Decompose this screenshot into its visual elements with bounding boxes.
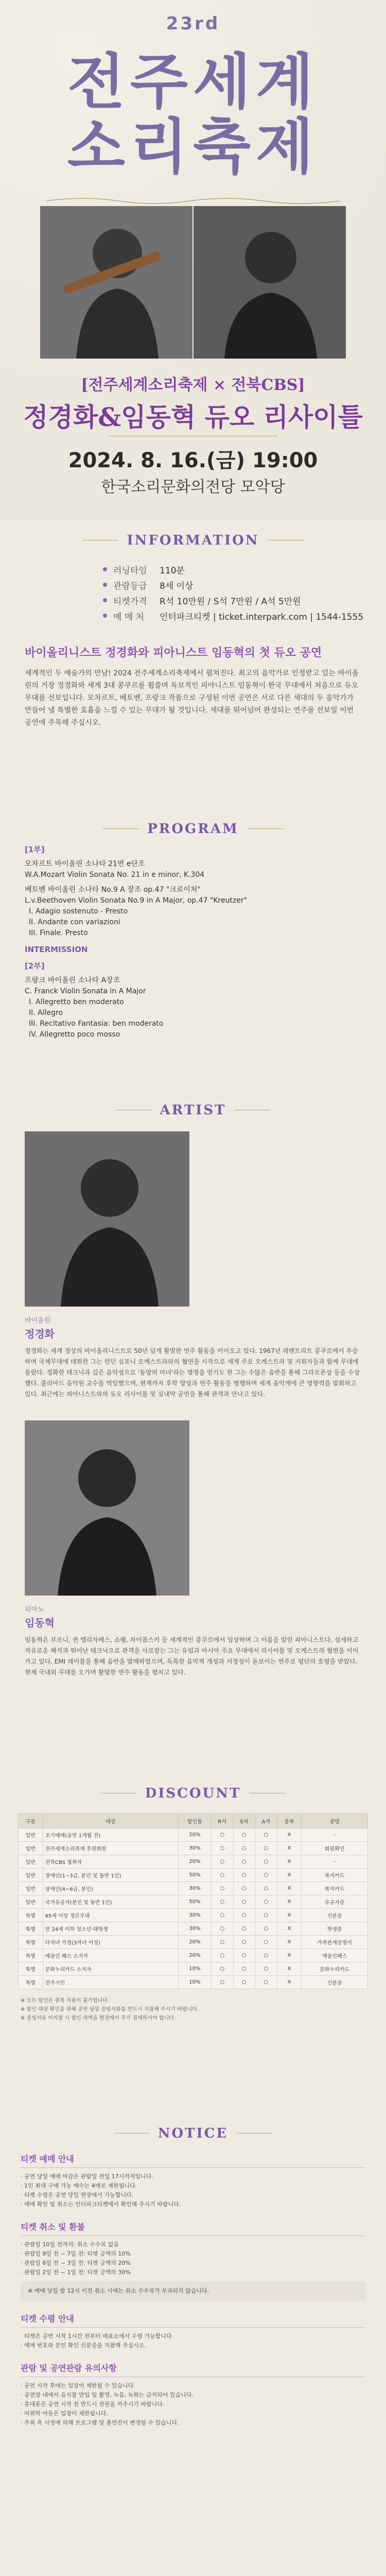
piece-subtitle: W.A.Mozart Violin Sonata No. 21 in e minor, K.304: [25, 871, 205, 879]
decorative-wave: [46, 196, 340, 206]
table-cell: ○: [255, 1909, 277, 1922]
table-cell: 학생증: [302, 1922, 368, 1936]
notice-line: · 티켓은 공연 시작 1시간 전부터 매표소에서 수령 가능합니다.: [21, 2333, 173, 2340]
notice-line: · 공연 당일 예매 마감은 관람일 전일 17시까지입니다.: [21, 2173, 153, 2180]
info-value: R석 10만원 / S석 7만원 / A석 5만원: [160, 596, 301, 607]
table-cell: 특별: [19, 1922, 43, 1936]
event-title: 정경화&임동혁 듀오 리사이틀: [23, 402, 363, 432]
table-cell: 10%: [178, 1976, 211, 1989]
table-cell: ○: [211, 1922, 233, 1936]
table-cell: ○: [233, 1828, 255, 1842]
table-cell: ○: [211, 1962, 233, 1976]
table-cell: 예술인 패스 소지자: [43, 1949, 178, 1962]
table-cell: ○: [255, 1855, 277, 1869]
table-cell: ○: [211, 1976, 233, 1989]
table-cell: 일반: [19, 1828, 43, 1842]
piece-subtitle: C. Franck Violin Sonata in A Major: [25, 987, 146, 995]
column-header: 대상: [43, 1814, 178, 1828]
table-cell: 20%: [178, 1855, 211, 1869]
event-date: 2024. 8. 16.(금) 19:00: [68, 449, 318, 472]
table-cell: 문화누리카드 소지자: [43, 1962, 178, 1976]
hero: [0, 0, 386, 520]
table-cell: 30%: [178, 1842, 211, 1855]
table-cell: ○: [255, 1962, 277, 1976]
intermission-label: INTERMISSION: [25, 945, 88, 954]
table-header-row: [19, 1814, 368, 1828]
artist-photo: [25, 1131, 189, 1307]
movement: III. Finale. Presto: [29, 929, 88, 937]
table-cell: 특별: [19, 1976, 43, 1989]
table-cell: 신분증: [302, 1976, 368, 1989]
movement: II. Allegro: [29, 1009, 63, 1017]
table-cell: 30%: [178, 1909, 211, 1922]
table-cell: ○: [255, 1842, 277, 1855]
table-cell: 20%: [178, 1828, 211, 1842]
discount-note: ※ 모든 할인은 중복 적용이 불가합니다.: [21, 1998, 110, 2004]
table-cell: ○: [211, 1869, 233, 1882]
table-cell: X: [277, 1962, 302, 1976]
notice-heading: 관람 및 공연관람 유의사항: [21, 2362, 365, 2377]
table-cell: 만 24세 이하 청소년·대학생: [43, 1922, 178, 1936]
table-row: [19, 1828, 368, 1842]
table-row: [19, 1922, 368, 1936]
artist-card: [25, 1420, 361, 1678]
notice-section: [0, 2113, 386, 2576]
table-row: [19, 1949, 368, 1962]
table-cell: 문화누리카드: [302, 1962, 368, 1976]
notice-line: · 티켓 수령은 공연 당일 현장에서 가능합니다.: [21, 2192, 134, 2198]
bullet-icon: [103, 567, 107, 571]
notice-callout: ※ 예매 당일 밤 12시 이전 취소 시에는 취소 수수료가 부과되지 않습니다.: [21, 2281, 365, 2301]
table-cell: X: [277, 1869, 302, 1882]
festival-title: [0, 47, 386, 182]
piece-title: 프랑크 바이올린 소나타 A장조: [25, 976, 120, 985]
artist-name: 정경화: [25, 1328, 55, 1340]
notice-line: · 예매 번호와 본인 확인 신분증을 지참해 주십시오.: [21, 2342, 146, 2349]
artist-card: [25, 1131, 361, 1400]
table-cell: ○: [233, 1936, 255, 1949]
table-cell: 20%: [178, 1936, 211, 1949]
table-cell: ○: [233, 1869, 255, 1882]
table-cell: X: [277, 1855, 302, 1869]
festival-title-line1: 전주세계: [67, 47, 319, 117]
table-cell: 특별: [19, 1909, 43, 1922]
notice-line: · 휴대폰은 공연 시작 전 반드시 전원을 꺼주시기 바랍니다.: [21, 2401, 165, 2408]
program-list: [25, 844, 386, 1040]
intro: [25, 644, 361, 729]
bullet-icon: [103, 614, 107, 618]
table-row: [19, 1882, 368, 1895]
violinist-photo: [40, 206, 192, 359]
table-row: [19, 1895, 368, 1909]
notice-line: · 공연장 내에서 음식물 반입 및 촬영, 녹음, 녹화는 금지되어 있습니다.: [21, 2392, 194, 2398]
table-cell: 유공자증: [302, 1895, 368, 1909]
table-cell: ○: [233, 1855, 255, 1869]
info-value: 8세 이상: [160, 581, 194, 591]
information-section: [0, 520, 386, 809]
table-cell: 65세 이상 경로우대: [43, 1909, 178, 1922]
artist-role: 피아노: [25, 1606, 44, 1614]
table-cell: 일반: [19, 1882, 43, 1895]
artist-bio: 정경화는 세계 정상의 바이올리니스트로 50년 넘게 활발한 연주 활동을 이어오고 있다. 1967년 레벤트리트 콩쿠르에서 우승하며 국제무대에 데뷔한 그는 런던 심포니 오케스트라와의 협연을 시작으로 세계 주요 오케스트라 및 지휘자들과 함께 무대에 올랐다. 정확한 테크닉과 깊은 음악성으로 '동양의 마녀'라는 별명을 얻기도 한 그는 수많은 음반을 통해 그라모폰상 등을 수상했다. 줄리아드 음악원 교수를 역임했으며, 현재까지 후학 양성과 연주 활동을 병행하며 세계 음악계에 큰 영향력을 발휘하고 있다. 최근에는 피아니스트와의 듀오 리사이틀 및 실내악 공연을 통해 관객과 만나고 있다.: [25, 1347, 360, 1398]
notice-line: · 관람일 2일 전 ~ 1일 전: 티켓 금액의 30%: [21, 2269, 131, 2276]
table-cell: ○: [255, 1828, 277, 1842]
table-cell: 특별: [19, 1949, 43, 1962]
table-cell: 복지카드: [302, 1882, 368, 1895]
table-cell: 다자녀 가정(3자녀 이상): [43, 1936, 178, 1949]
column-header: 할인율: [178, 1814, 211, 1828]
table-cell: 20%: [178, 1949, 211, 1962]
table-cell: 예술인패스: [302, 1949, 368, 1962]
discount-note: ※ 증빙서류 미지참 시 할인 차액을 현장에서 추가 결제하셔야 합니다.: [21, 2015, 176, 2021]
table-cell: -: [302, 1855, 368, 1869]
table-cell: ○: [233, 1882, 255, 1895]
table-cell: X: [277, 1936, 302, 1949]
info-list: [103, 562, 386, 623]
notice-line: · 관람일 9일 전 ~ 7일 전: 티켓 금액의 10%: [21, 2250, 131, 2257]
info-row-rating: [103, 577, 386, 592]
piece-title: 모차르트 바이올린 소나타 21번 e단조: [25, 860, 145, 868]
notice-line: · 1인 최대 구매 가능 매수는 4매로 제한됩니다.: [21, 2182, 137, 2189]
piece-title: 베토벤 바이올린 소나타 No.9 A 장조 op.47 "크로이처": [25, 886, 201, 894]
discount-note: ※ 할인 대상 확인을 위해 공연 당일 증빙서류를 반드시 지참해 주시기 바랍니다.: [21, 2007, 199, 2012]
movement: IV. Allegretto poco mosso: [29, 1030, 120, 1039]
table-cell: 일반: [19, 1842, 43, 1855]
table-cell: ○: [211, 1842, 233, 1855]
program-part-label: [1부]: [25, 845, 45, 854]
table-cell: X: [277, 1882, 302, 1895]
movement: I. Allegretto ben moderato: [29, 998, 124, 1006]
artist-role: 바이올린: [25, 1317, 51, 1325]
info-row-runtime: [103, 562, 386, 577]
edition-badge: 23rd: [166, 13, 220, 34]
discount-table-body: [19, 1828, 368, 1989]
column-header: 중복: [277, 1814, 302, 1828]
table-cell: X: [277, 1828, 302, 1842]
table-row: [19, 1855, 368, 1869]
table-cell: 30%: [178, 1882, 211, 1895]
table-cell: 복지카드: [302, 1869, 368, 1882]
table-cell: 회원확인: [302, 1842, 368, 1855]
table-cell: 일반: [19, 1855, 43, 1869]
table-cell: -: [302, 1828, 368, 1842]
info-row-booking: [103, 608, 386, 623]
info-label: 티켓가격: [113, 596, 147, 607]
table-cell: 조기예매(공연 1개월 전): [43, 1828, 178, 1842]
festival-title-line2: 소리축제: [67, 112, 319, 182]
column-header: 구분: [19, 1814, 43, 1828]
table-cell: ○: [233, 1922, 255, 1936]
booking-link[interactable]: 인터파크티켓 | ticket.interpark.com | 1544-1555: [160, 612, 364, 622]
info-label: 러닝타임: [113, 565, 147, 576]
table-cell: ○: [211, 1882, 233, 1895]
column-header: R석: [211, 1814, 233, 1828]
discount-table: [18, 1814, 368, 1989]
table-cell: 전주시민: [43, 1976, 178, 1989]
discount-section: [0, 1773, 386, 2113]
info-label: 예 매 처: [113, 612, 145, 622]
column-header: A석: [255, 1814, 277, 1828]
table-cell: 신분증: [302, 1909, 368, 1922]
table-cell: 일반: [19, 1895, 43, 1909]
column-header: 증빙: [302, 1814, 368, 1828]
artist-name: 임동혁: [25, 1617, 55, 1629]
artist-photo: [25, 1420, 189, 1596]
table-cell: 30%: [178, 1922, 211, 1936]
notice-group-booking: [21, 2153, 365, 2209]
piece-subtitle: L.v.Beethoven Violin Sonata No.9 in A Major, op.47 "Kreutzer": [25, 896, 248, 905]
table-cell: ○: [255, 1895, 277, 1909]
event-venue: 한국소리문화의전당 모악당: [101, 478, 285, 496]
table-cell: 특별: [19, 1962, 43, 1976]
table-row: [19, 1976, 368, 1989]
notice-line: · 주최 측 사정에 의해 프로그램 및 출연진이 변경될 수 있습니다.: [21, 2419, 179, 2426]
table-cell: 10%: [178, 1962, 211, 1976]
section-title: ARTIST: [160, 1103, 226, 1118]
notice-heading: 티켓 예매 안내: [21, 2153, 365, 2168]
notice-heading: 티켓 수령 안내: [21, 2312, 365, 2328]
table-row: [19, 1936, 368, 1949]
column-header: S석: [233, 1814, 255, 1828]
info-value: 110분: [160, 565, 185, 576]
event-subtitle: [전주세계소리축제 × 전북CBS]: [81, 376, 305, 394]
table-cell: ○: [233, 1962, 255, 1976]
table-cell: ○: [233, 1909, 255, 1922]
table-cell: ○: [211, 1855, 233, 1869]
table-cell: X: [277, 1909, 302, 1922]
table-cell: X: [277, 1922, 302, 1936]
notice-line: · 공연 시작 후에는 입장이 제한될 수 있습니다.: [21, 2382, 135, 2389]
table-cell: 장애인(1~3급, 본인 및 동반 1인): [43, 1869, 178, 1882]
intro-heading: 바이올리니스트 정경화와 피아니스트 임동혁의 첫 듀오 공연: [25, 647, 322, 659]
notice-group-etiquette: [21, 2362, 365, 2428]
info-label: 관람등급: [113, 581, 147, 591]
section-title: DISCOUNT: [145, 1786, 241, 1801]
table-cell: ○: [233, 1976, 255, 1989]
notice-line: · 미취학 아동은 입장이 제한됩니다.: [21, 2410, 108, 2417]
table-cell: 전주세계소리축제 후원회원: [43, 1842, 178, 1855]
table-cell: X: [277, 1842, 302, 1855]
table-cell: 특별: [19, 1936, 43, 1949]
table-cell: ○: [255, 1922, 277, 1936]
table-cell: ○: [255, 1976, 277, 1989]
table-row: [19, 1962, 368, 1976]
table-cell: X: [277, 1949, 302, 1962]
notice-line: · 관람일 10일 전까지: 취소 수수료 없음: [21, 2241, 119, 2248]
discount-notes: [21, 1996, 365, 2023]
movement: I. Adagio sostenuto - Presto: [29, 907, 128, 916]
table-cell: ○: [255, 1882, 277, 1895]
table-row: [19, 1909, 368, 1922]
notice-group-refund: [21, 2221, 365, 2301]
performer-photos: [40, 206, 346, 359]
program-part-label: [2부]: [25, 961, 45, 971]
movement: III. Recitativo Fantasia: ben moderato: [29, 1020, 164, 1028]
table-cell: ○: [233, 1949, 255, 1962]
info-row-price: [103, 592, 386, 608]
table-cell: ○: [233, 1842, 255, 1855]
table-cell: ○: [211, 1828, 233, 1842]
intro-body: 세계적인 두 예술가의 만남! 2024 전주세계소리축제에서 펼쳐진다. 최고의 음악가로 인정받고 있는 바이올린의 거장 정경화와 세계 3대 콩쿠르를 휩쓸며 독보적인 피아니스트 임동혁이 한국 무대에서 처음으로 듀오 무대를 선보입니다. 모차르트, 베토벤, 프랑크 작품으로 구성된 이번 공연은 서로 다른 세대의 두 음악가가 만들어 낼 특별한 호흡을 느낄 수 있는 무대가 될 것입니다. 세대를 뛰어넘어 완성되는 연주를 선보일 이번 공연에 주목해 주십시오.: [25, 669, 359, 727]
table-cell: 가족관계증명서: [302, 1936, 368, 1949]
table-cell: ○: [211, 1936, 233, 1949]
section-title: INFORMATION: [127, 533, 259, 548]
notice-line: · 관람일 6일 전 ~ 3일 전: 티켓 금액의 20%: [21, 2260, 131, 2266]
table-cell: 50%: [178, 1895, 211, 1909]
notice-heading: 티켓 취소 및 환불: [21, 2221, 365, 2236]
table-cell: 장애인(4~6급, 본인): [43, 1882, 178, 1895]
table-cell: ○: [255, 1869, 277, 1882]
program-section: [0, 809, 386, 1090]
section-title: PROGRAM: [147, 821, 239, 837]
table-cell: 전북CBS 청취자: [43, 1855, 178, 1869]
section-title: NOTICE: [157, 2126, 229, 2141]
table-cell: ○: [255, 1936, 277, 1949]
table-cell: ○: [211, 1909, 233, 1922]
table-cell: 50%: [178, 1869, 211, 1882]
table-cell: ○: [255, 1949, 277, 1962]
table-cell: ○: [233, 1895, 255, 1909]
bullet-icon: [103, 598, 107, 602]
movement: II. Andante con variazioni: [29, 918, 120, 926]
notice-line: · 예매 확인 및 취소는 인터파크티켓에서 확인해 주시기 바랍니다.: [21, 2201, 181, 2208]
table-cell: ○: [211, 1895, 233, 1909]
bullet-icon: [103, 583, 107, 587]
table-cell: X: [277, 1976, 302, 1989]
artist-section: [0, 1090, 386, 1773]
pianist-photo: [194, 206, 346, 359]
table-row: [19, 1869, 368, 1882]
table-row: [19, 1842, 368, 1855]
artist-bio: 임동혁은 부조니, 퀸 엘리자베스, 쇼팽, 차이콥스키 등 세계적인 콩쿠르에서 입상하며 그 이름을 알린 피아니스트다. 섬세하고 자유로운 해석과 뛰어난 테크닉으로 관객을 사로잡는 그는 유럽과 아시아 주요 무대에서 리사이틀 및 오케스트라 협연을 이어가고 있다. EMI 레이블을 통해 음반을 발매하였으며, 독특한 음악적 개성과 서정성이 돋보이는 연주로 평단의 호평을 받았다. 현재 국내외 무대를 오가며 활발한 연주 활동을 펼치고 있다.: [25, 1636, 359, 1676]
notice-group-pickup: [21, 2312, 365, 2350]
table-cell: 국가유공자(본인 및 동반 1인): [43, 1895, 178, 1909]
table-cell: ○: [211, 1949, 233, 1962]
table-cell: X: [277, 1895, 302, 1909]
table-cell: 일반: [19, 1869, 43, 1882]
